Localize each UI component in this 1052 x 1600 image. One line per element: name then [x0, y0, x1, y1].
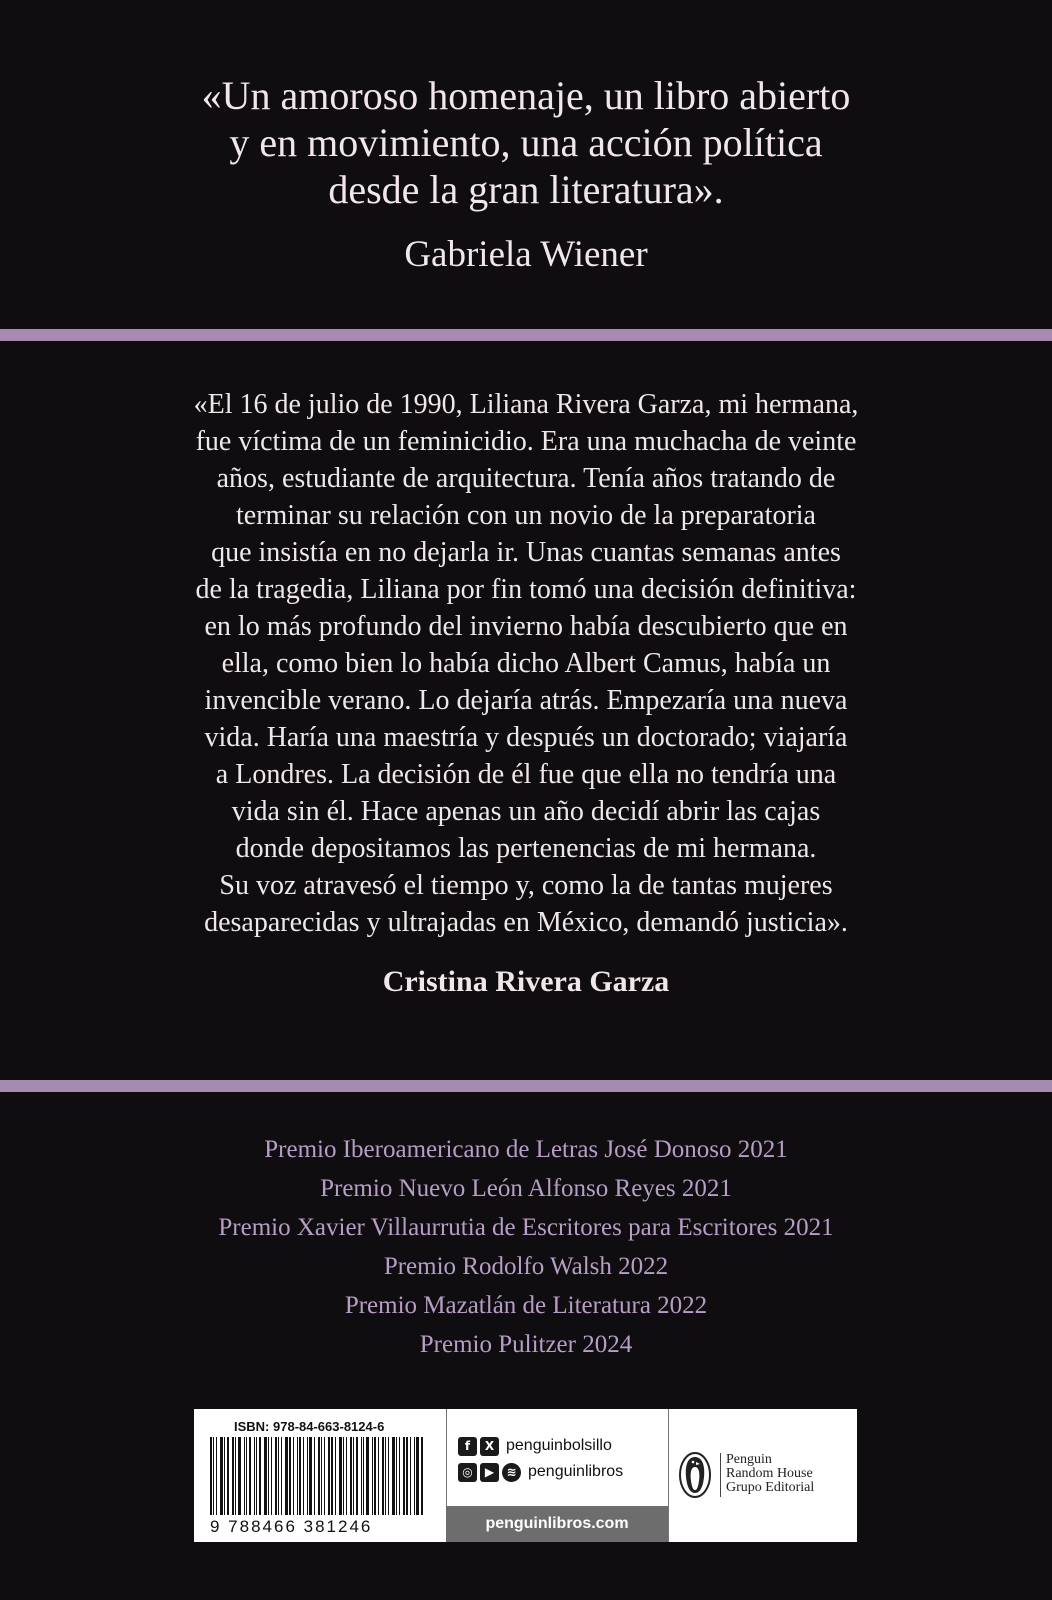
barcode-bar: [353, 1437, 354, 1515]
barcode-bar: [244, 1437, 245, 1515]
synopsis-line: donde depositamos las pertenencias de mi hermana.: [235, 833, 817, 864]
barcode-bar: [335, 1437, 336, 1515]
x-icon[interactable]: X: [480, 1437, 499, 1456]
barcode-bar: [271, 1437, 272, 1515]
synopsis-line: en lo más profundo del invierno había descubierto que en: [204, 611, 848, 642]
barcode-bar: [328, 1437, 330, 1515]
barcode-bar: [392, 1437, 395, 1515]
barcode-bar: [331, 1437, 333, 1515]
barcode-bar: [378, 1437, 379, 1515]
barcode-bar: [416, 1437, 419, 1515]
barcode-bar: [361, 1437, 362, 1515]
award-item: Premio Rodolfo Walsh 2022: [383, 1253, 669, 1280]
barcode-bar: [281, 1437, 282, 1515]
social-handle[interactable]: penguinbolsillo: [506, 1437, 612, 1454]
synopsis-line: ella, como bien lo había dicho Albert Camus, había un: [221, 648, 831, 679]
barcode-bar: [259, 1437, 261, 1515]
synopsis: [0, 386, 1052, 1001]
barcode-bar: [232, 1437, 234, 1515]
blurb-line: «Un amoroso homenaje, un libro abierto: [201, 73, 851, 118]
barcode-bar: [224, 1437, 225, 1515]
social-panel: [446, 1409, 668, 1542]
publisher-info-box: [194, 1409, 857, 1542]
barcode-bar: [406, 1437, 408, 1515]
publisher-name-line: Random House: [726, 1466, 813, 1481]
award-item: Premio Nuevo León Alfonso Reyes 2021: [320, 1175, 732, 1202]
barcode-bar: [246, 1437, 247, 1515]
blurb-line: y en movimiento, una acción política: [229, 120, 823, 165]
barcode-bar: [421, 1437, 423, 1515]
barcode-bar: [399, 1437, 400, 1515]
barcode-bar: [324, 1437, 325, 1515]
award-item: Premio Iberoamericano de Letras José Donoso 2021: [264, 1136, 788, 1163]
barcode-bar: [299, 1437, 301, 1515]
barcode-bar: [374, 1437, 376, 1515]
barcode-bar: [363, 1437, 364, 1515]
barcode-bar: [403, 1437, 405, 1515]
penguin-logo-icon: [678, 1451, 712, 1499]
social-handle[interactable]: penguinlibros: [528, 1463, 624, 1480]
publisher-name: [726, 1453, 814, 1495]
synopsis-line: Su voz atravesó el tiempo y, como la de tantas mujeres: [219, 870, 833, 901]
barcode-bar: [356, 1437, 358, 1515]
barcode-bar: [303, 1437, 304, 1515]
isbn-label: ISBN: 978-84-663-8124-6: [234, 1419, 385, 1434]
synopsis-line: que insistía en no dejarla ir. Unas cuantas semanas antes: [211, 537, 841, 568]
divider-rule-top: [0, 329, 1052, 341]
barcode-panel: [194, 1409, 446, 1542]
publisher-name-line: Grupo Editorial: [726, 1480, 815, 1495]
synopsis-line: vida sin él. Hace apenas un año decidí abrir las cajas: [231, 796, 821, 827]
synopsis-line: invencible verano. Lo dejaría atrás. Empezaría una nueva: [204, 685, 848, 716]
award-item: Premio Mazatlán de Literatura 2022: [344, 1292, 708, 1319]
blurb-quote: [0, 72, 1052, 277]
barcode-bar: [275, 1437, 277, 1515]
award-item: Premio Pulitzer 2024: [419, 1331, 633, 1358]
barcode-bar: [318, 1437, 320, 1515]
spotify-icon[interactable]: ≋: [502, 1463, 521, 1482]
social-row-libros: [458, 1461, 623, 1483]
synopsis-line: de la tragedia, Liliana por fin tomó una decisión definitiva:: [195, 574, 857, 605]
barcode-bar: [396, 1437, 397, 1515]
facebook-icon[interactable]: f: [458, 1437, 477, 1456]
award-item: Premio Xavier Villaurrutia de Escritores para Escritores 2021: [218, 1214, 834, 1241]
barcode-bar: [388, 1437, 389, 1515]
barcode-bar: [385, 1437, 386, 1515]
barcode-bar: [366, 1437, 369, 1515]
barcode-bar: [254, 1437, 255, 1515]
barcode-bar: [414, 1437, 415, 1515]
social-row-bolsillo: [458, 1435, 612, 1457]
barcode-bar: [268, 1437, 269, 1515]
barcode-bar: [343, 1437, 344, 1515]
barcode-bar: [256, 1437, 257, 1515]
synopsis-line: terminar su relación con un novio de la preparatoria: [236, 500, 816, 531]
instagram-icon[interactable]: ◎: [458, 1463, 477, 1482]
blurb-author: Gabriela Wiener: [404, 234, 648, 275]
barcode-bar: [238, 1437, 241, 1515]
barcode-bar: [227, 1437, 229, 1515]
synopsis-line: fue víctima de un feminicidio. Era una muchacha de veinte: [195, 426, 857, 457]
barcode-bar: [249, 1437, 251, 1515]
youtube-icon[interactable]: ▶: [480, 1463, 499, 1482]
barcode-bar: [216, 1437, 217, 1515]
synopsis-line: «El 16 de julio de 1990, Liliana Rivera Garza, mi hermana,: [193, 389, 859, 420]
logo-divider: [720, 1453, 721, 1497]
barcode-bar: [235, 1437, 236, 1515]
blurb-line: desde la gran literatura».: [328, 167, 724, 212]
barcode-bar: [293, 1437, 294, 1515]
barcode-bar: [372, 1437, 373, 1515]
synopsis-author: Cristina Rivera Garza: [382, 965, 670, 998]
barcode-bar: [297, 1437, 298, 1515]
synopsis-line: vida. Haría una maestría y después un doctorado; viajaría: [204, 722, 848, 753]
barcode-bar: [321, 1437, 322, 1515]
barcode-icon: [210, 1437, 432, 1515]
barcode-bar: [264, 1437, 267, 1515]
barcode-bar: [339, 1437, 342, 1515]
barcode-bar: [350, 1437, 352, 1515]
synopsis-line: desaparecidas y ultrajadas en México, demandó justicia».: [204, 907, 848, 938]
barcode-bar: [213, 1437, 214, 1515]
barcode-bar: [314, 1437, 315, 1515]
barcode-bar: [307, 1437, 308, 1515]
barcode-bar: [346, 1437, 347, 1515]
barcode-bar: [220, 1437, 223, 1515]
barcode-bar: [210, 1437, 212, 1515]
barcode-bar: [382, 1437, 384, 1515]
synopsis-line: a Londres. La decisión de él fue que ella no tendría una: [215, 759, 837, 790]
barcode-bar: [289, 1437, 291, 1515]
barcode-bar: [309, 1437, 312, 1515]
divider-rule-bottom: [0, 1080, 1052, 1092]
synopsis-line: años, estudiante de arquitectura. Tenía años tratando de: [216, 463, 836, 494]
barcode-digits: 9 788466 381246: [210, 1517, 373, 1536]
barcode-bar: [410, 1437, 411, 1515]
barcode-bar: [285, 1437, 288, 1515]
publisher-name-line: Penguin: [726, 1452, 772, 1467]
publisher-logo: [668, 1409, 857, 1542]
website-link[interactable]: penguinlibros.com: [446, 1506, 668, 1542]
awards-list: [0, 1130, 1052, 1364]
barcode-bar: [278, 1437, 279, 1515]
